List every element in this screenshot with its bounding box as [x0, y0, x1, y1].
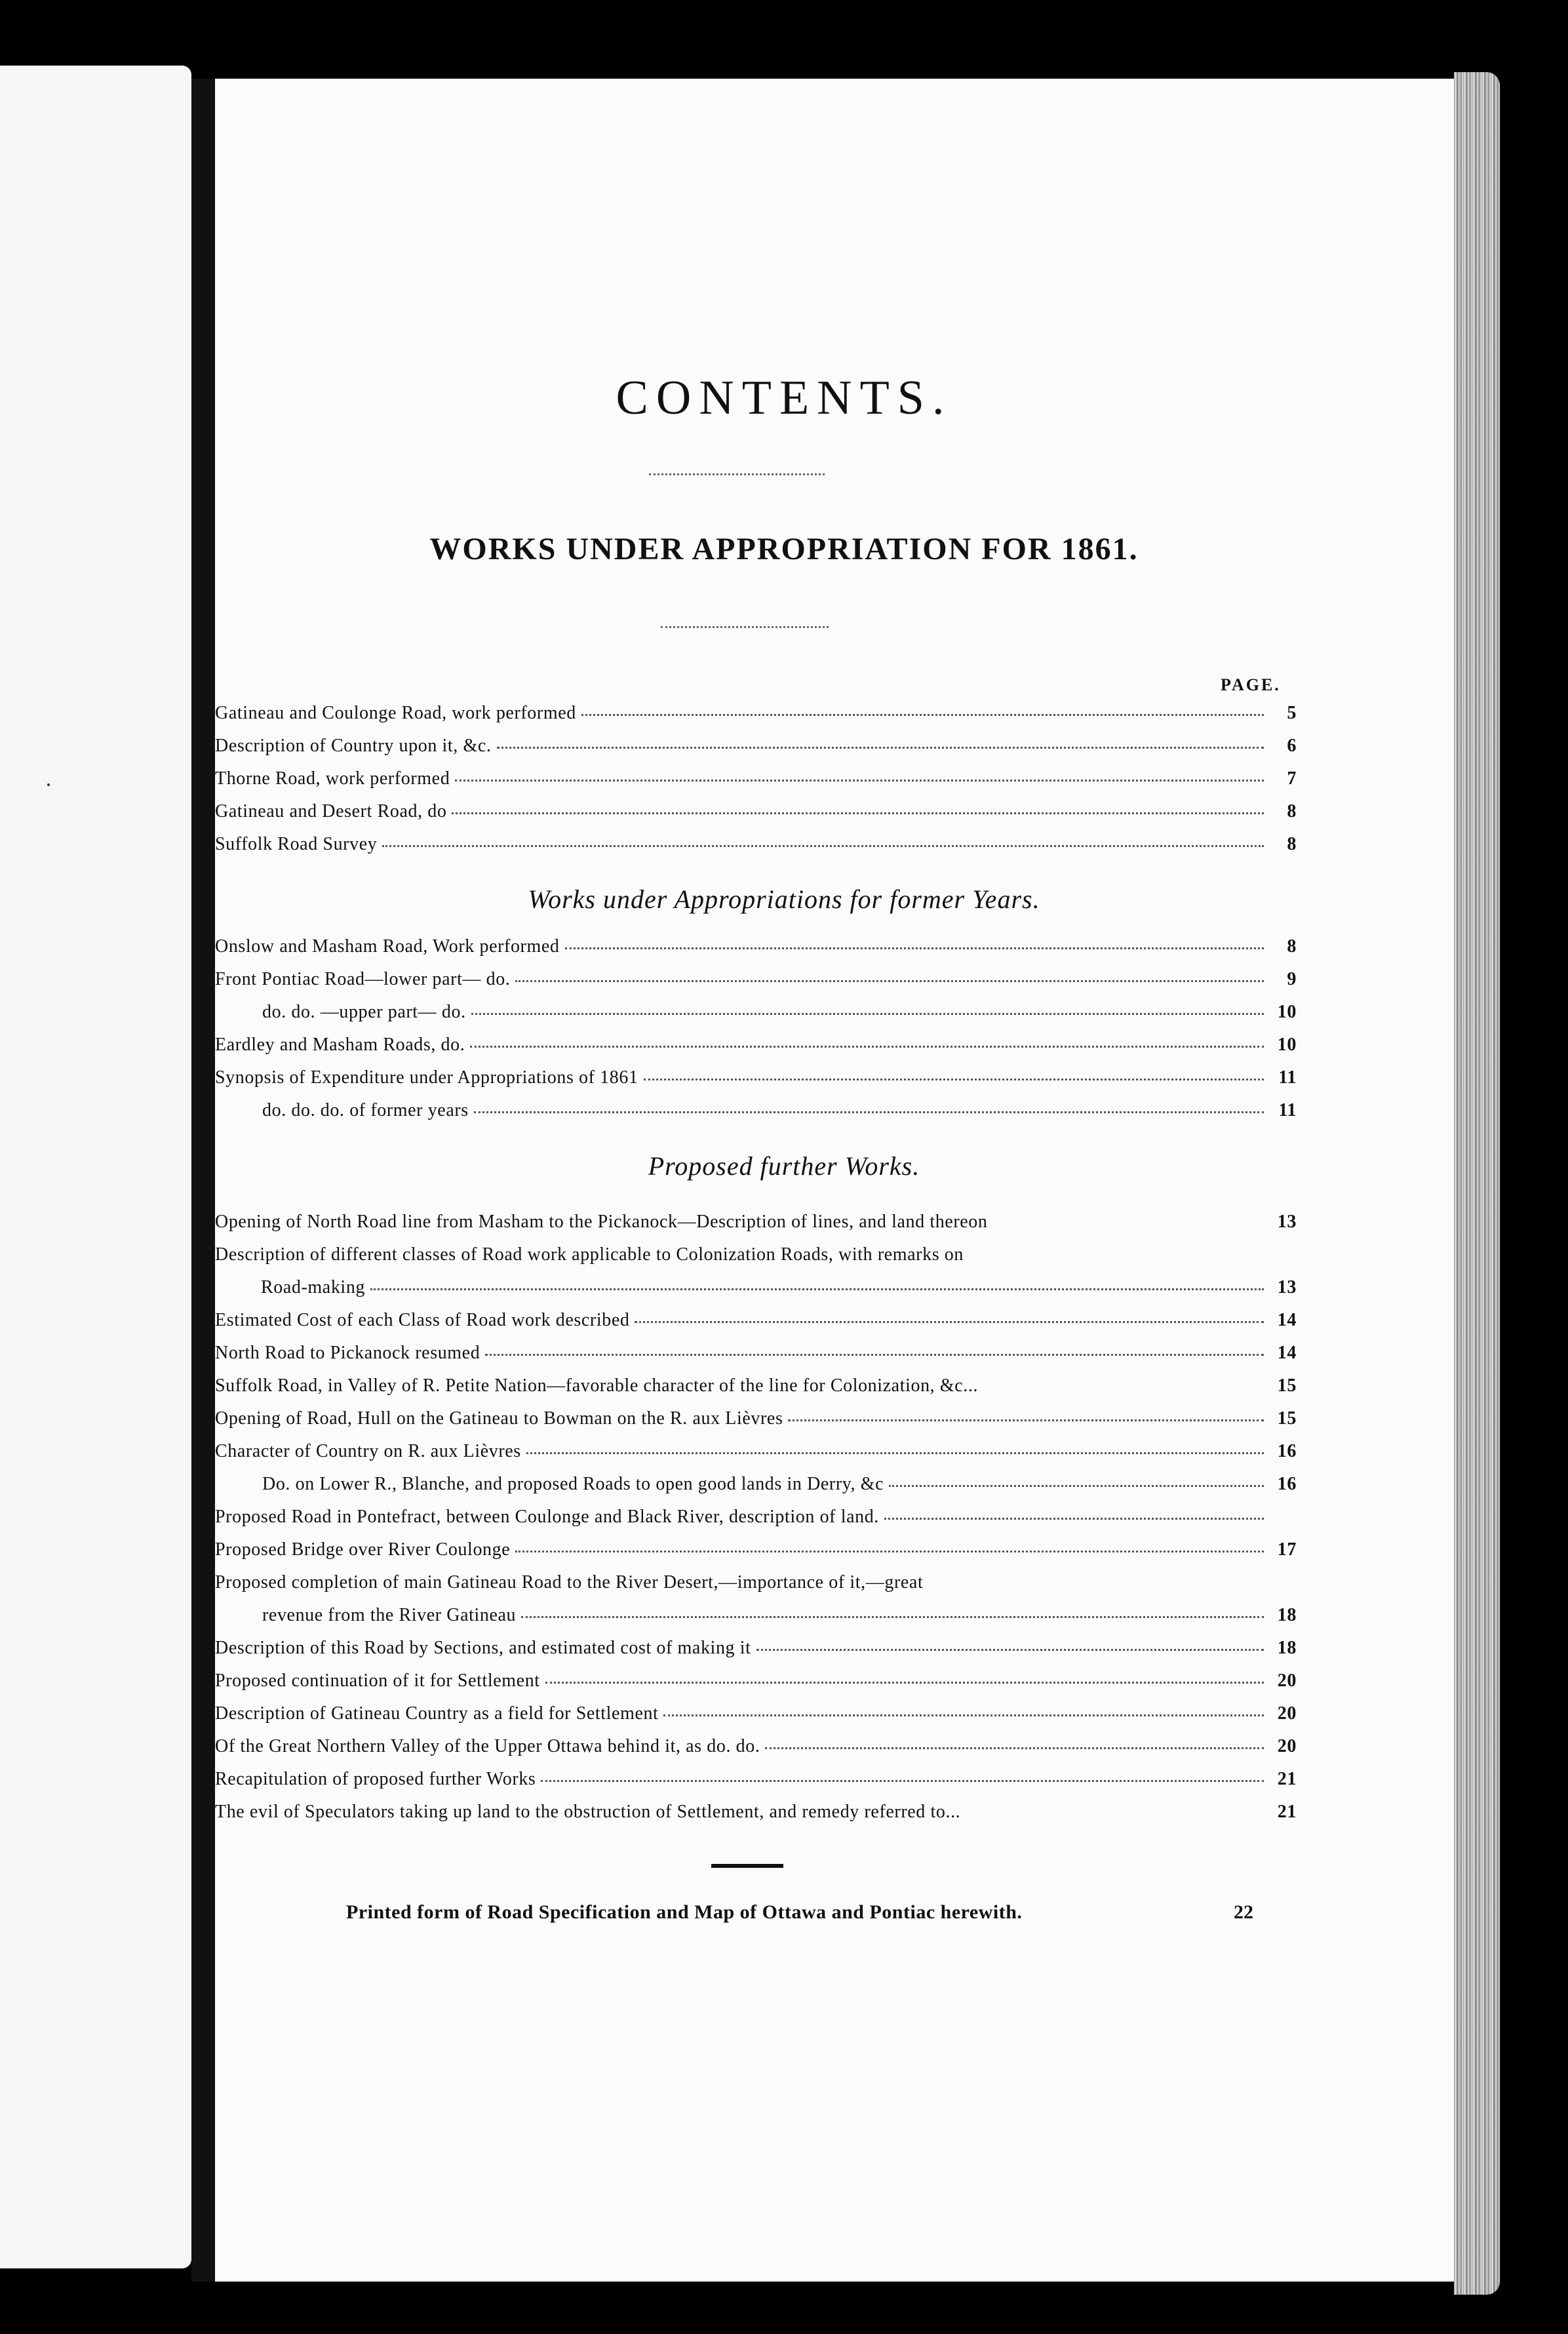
section-heading: Works under Appropriations for former Years. [528, 884, 1040, 914]
toc-entry: Proposed Bridge over River Coulonge 17 [215, 1539, 1297, 1560]
toc-entry: Character of Country on R. aux Lièvres 16 [215, 1441, 1297, 1461]
toc-entry: Suffolk Road, in Valley of R. Petite Nation—favorable character of the line for Colonization, &c... 15 [215, 1375, 1297, 1396]
toc-entry: Description of Gatineau Country as a field for Settlement 20 [215, 1703, 1297, 1724]
toc-entry: Onslow and Masham Road, Work performed 8 [215, 936, 1297, 957]
toc-entry: Road-making 13 [261, 1277, 1297, 1297]
toc-entry: Front Pontiac Road—lower part— do. 9 [215, 969, 1297, 989]
toc-entry: Description of Country upon it, &c. 6 [215, 736, 1297, 756]
toc-entry: Description of different classes of Road work applicable to Colonization Roads, with remarks on [215, 1244, 964, 1265]
toc-entry: Proposed Road in Pontefract, between Coulonge and Black River, description of land. [215, 1507, 1297, 1535]
toc-entry: The evil of Speculators taking up land to the obstruction of Settlement, and remedy referred to... 21 [215, 1802, 1297, 1822]
toc-entry: Synopsis of Expenditure under Appropriations of 1861 11 [215, 1067, 1297, 1088]
speck [47, 783, 50, 786]
toc-entry: Thorne Road, work performed 7 [215, 768, 1297, 789]
page-subtitle: WORKS UNDER APPROPRIATION FOR 1861. [429, 532, 1139, 566]
toc-entry: Of the Great Northern Valley of the Upper Ottawa behind it, as do. do. 20 [215, 1736, 1297, 1756]
ornamental-rule [649, 473, 825, 475]
toc-entry: Eardley and Masham Roads, do. 10 [215, 1035, 1297, 1055]
page-column-heading: PAGE. [1221, 675, 1281, 694]
toc-entry: Proposed continuation of it for Settlement 20 [215, 1671, 1297, 1691]
toc-entry: Recapitulation of proposed further Works 21 [215, 1769, 1297, 1789]
toc-entry: Gatineau and Coulonge Road, work performed 5 [215, 703, 1297, 723]
toc-entry: Gatineau and Desert Road, do 8 [215, 801, 1297, 821]
toc-entry: Suffolk Road Survey 8 [215, 834, 1297, 854]
toc-entry: do. do. —upper part— do. 10 [262, 1002, 1297, 1022]
toc-entry: Opening of North Road line from Masham to the Pickanock—Description of lines, and land thereon 13 [215, 1212, 1297, 1232]
section-heading: Proposed further Works. [648, 1151, 920, 1181]
ornamental-rule [661, 626, 829, 628]
toc-entry: Opening of Road, Hull on the Gatineau to Bowman on the R. aux Lièvres 15 [215, 1408, 1297, 1429]
footer-note: Printed form of Road Specification and Map of Ottawa and Pontiac herewith. [346, 1901, 1023, 1923]
closing-rule [711, 1864, 783, 1868]
page-title: CONTENTS. [616, 371, 952, 425]
toc-entry: do. do. do. of former years 11 [262, 1100, 1297, 1120]
toc-entry: North Road to Pickanock resumed 14 [215, 1343, 1297, 1363]
toc-entry: revenue from the River Gatineau 18 [262, 1605, 1297, 1625]
toc-entry: Description of this Road by Sections, and estimated cost of making it 18 [215, 1638, 1297, 1658]
toc-entry: Do. on Lower R., Blanche, and proposed Roads to open good lands in Derry, &c 16 [262, 1474, 1297, 1494]
footer-page: 22 [1234, 1901, 1253, 1923]
toc-entry: Estimated Cost of each Class of Road work described 14 [215, 1310, 1297, 1330]
toc-entry: Proposed completion of main Gatineau Road to the River Desert,—importance of it,—great [215, 1572, 924, 1592]
